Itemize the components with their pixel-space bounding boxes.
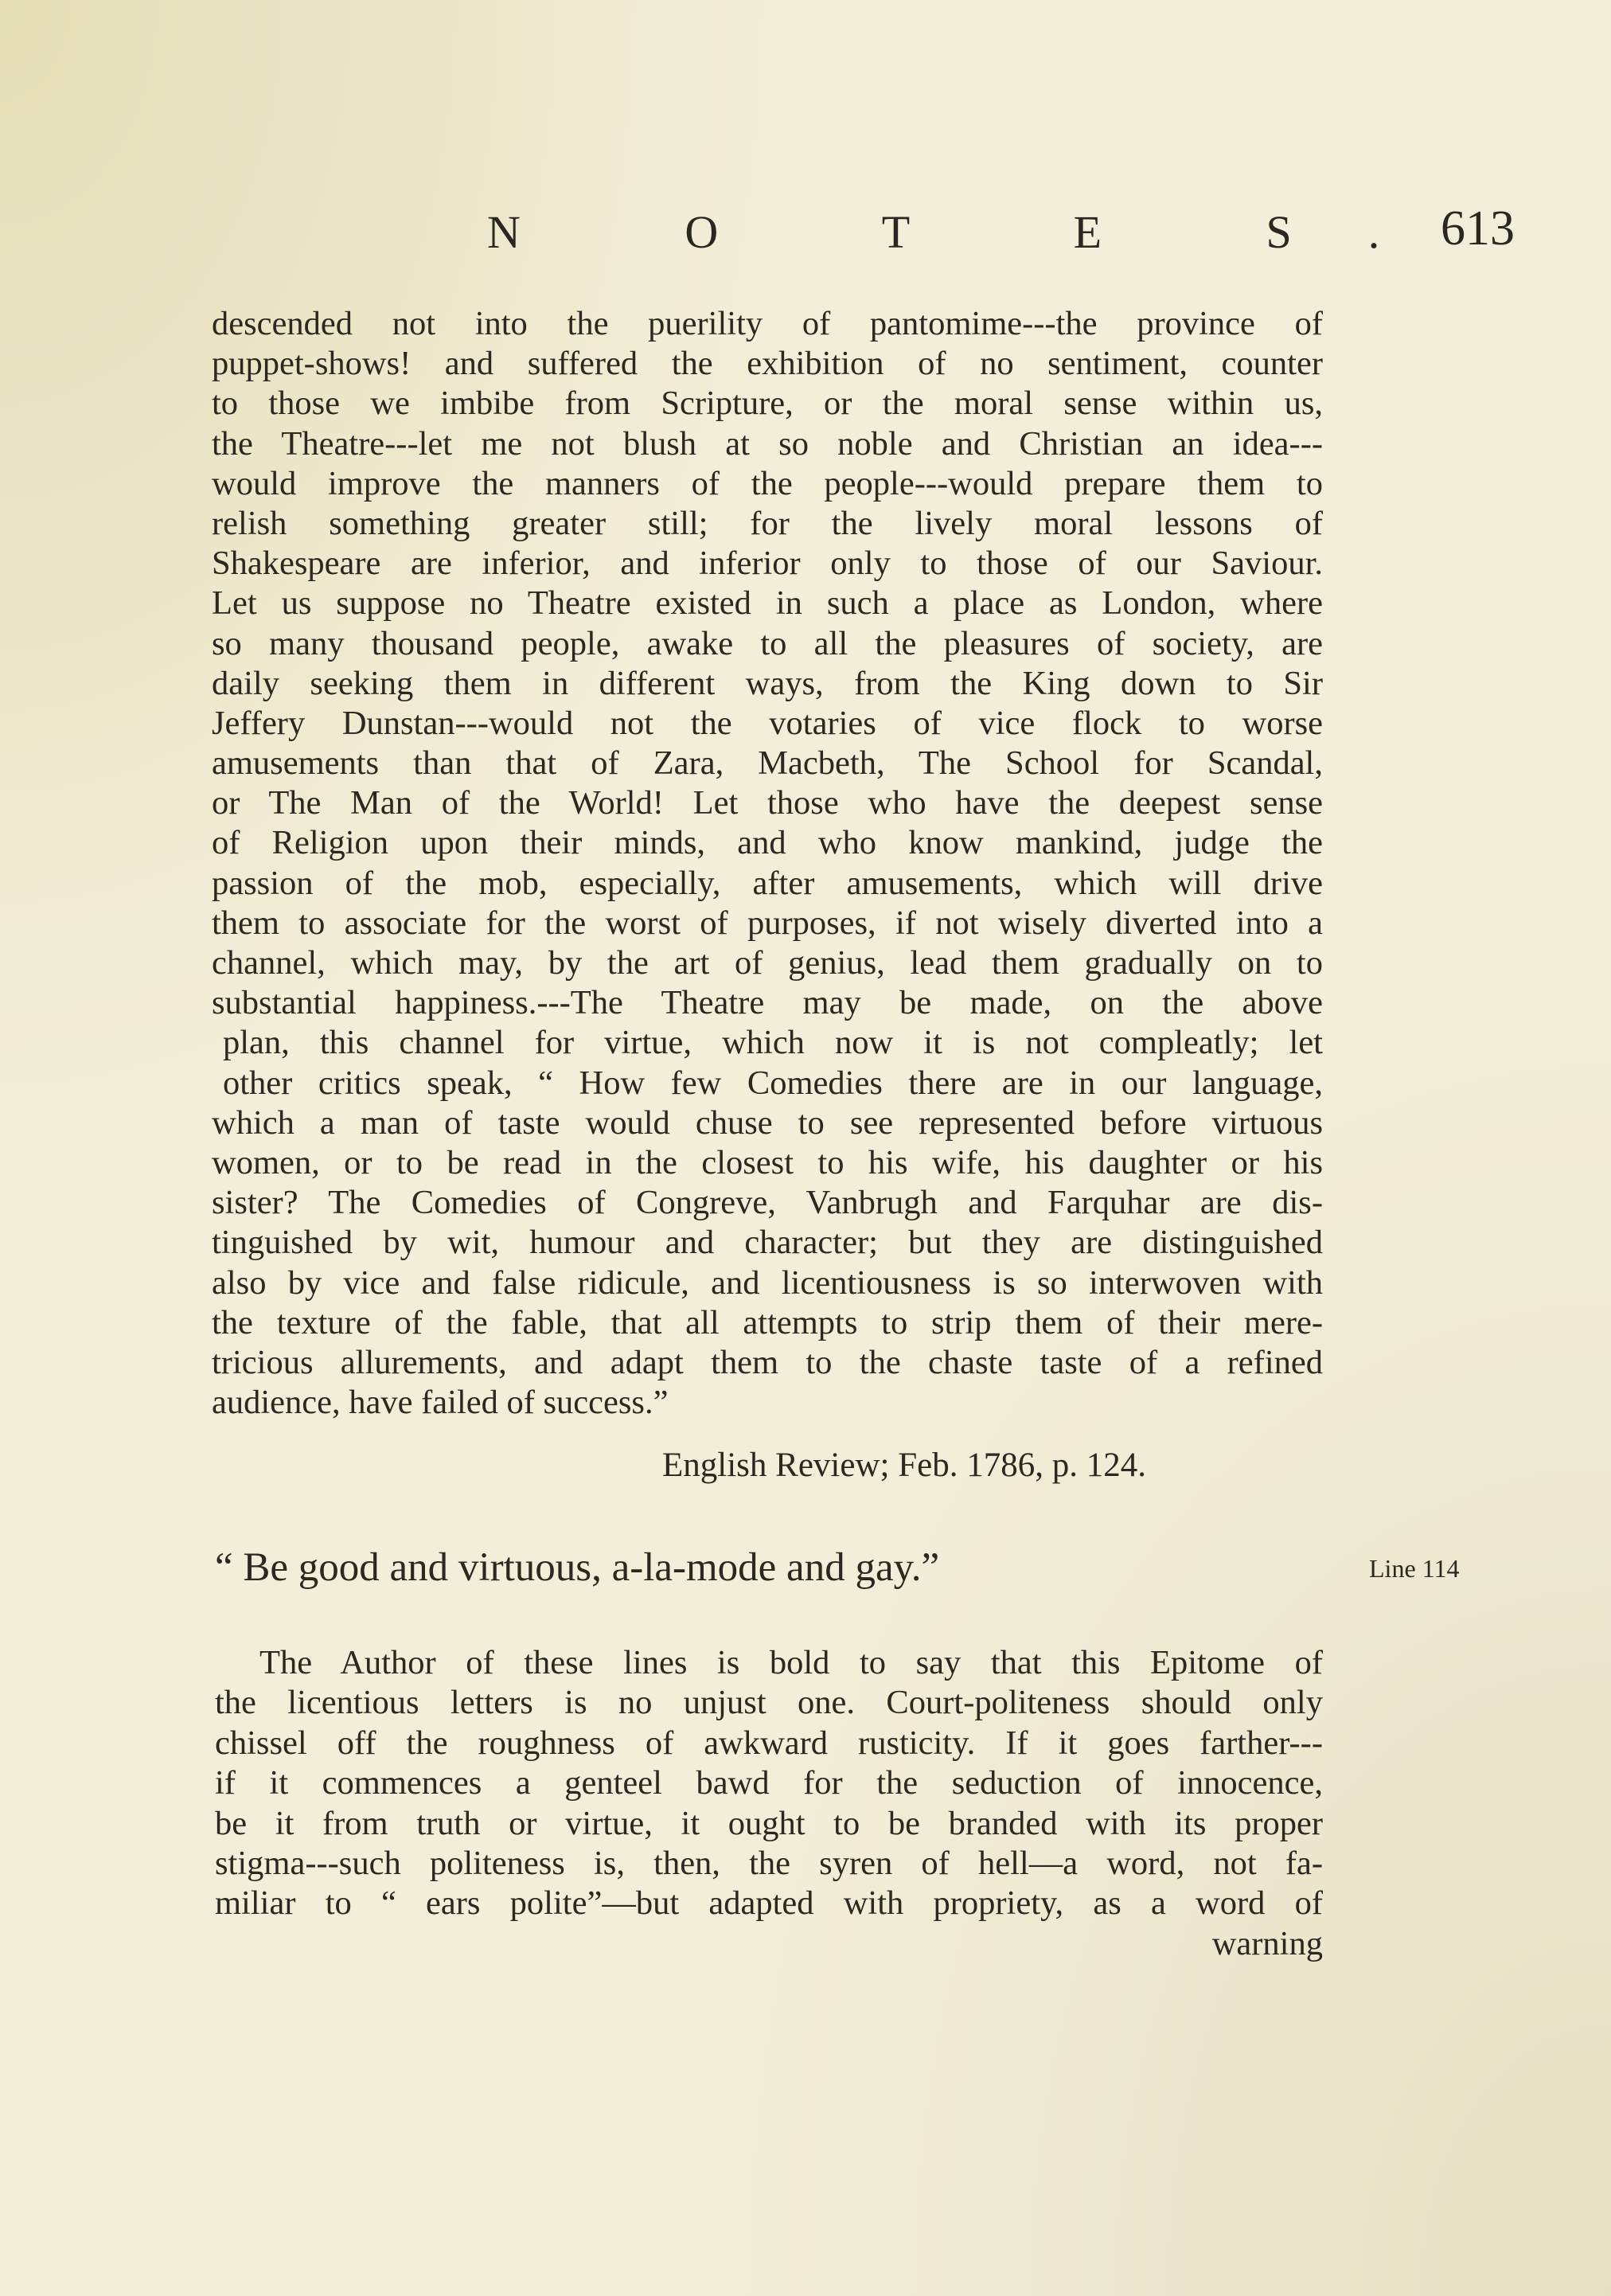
text-line: would improve the manners of the people---would prepare them to: [212, 464, 1323, 502]
text-line: if it commences a genteel bawd for the seduction of innocence,: [215, 1764, 1323, 1802]
text-line: substantial happiness.---The Theatre may be made, on the above: [212, 984, 1323, 1022]
text-line: relish something greater still; for the lively moral lessons of: [212, 504, 1323, 542]
text-line: the Theatre---let me not blush at so noble and Christian an idea---: [212, 424, 1323, 463]
text-line: plan, this channel for virtue, which now it is not compleatly; let: [223, 1024, 1323, 1062]
running-head-title: N O T E S.: [487, 206, 1457, 258]
text-line: descended not into the puerility of pantomime---the province of: [212, 305, 1323, 342]
text-line: passion of the mob, especially, after amusements, which will drive: [212, 864, 1323, 902]
text-line: The Author of these lines is bold to say that this Epitome of: [259, 1644, 1323, 1681]
text-line: or The Man of the World! Let those who have the deepest sense: [212, 784, 1323, 822]
text-line: to those we imbibe from Scripture, or the moral sense within us,: [212, 385, 1323, 423]
text-line: also by vice and false ridicule, and licentiousness is so interwoven with: [212, 1263, 1323, 1302]
catchword: warning: [1211, 1924, 1323, 1962]
verse-quote: “ Be good and virtuous, a-la-mode and gay.”: [215, 1545, 940, 1590]
text-line: the licentious letters is no unjust one. Court-politeness should only: [215, 1684, 1323, 1722]
page-number: 613: [1441, 201, 1515, 256]
text-line: Jeffery Dunstan---would not the votaries of vice flock to worse: [212, 704, 1323, 742]
text-line: the texture of the fable, that all attempts to strip them of their mere-: [212, 1303, 1323, 1341]
text-line: stigma---such politeness is, then, the syren of hell—a word, not fa-: [215, 1844, 1323, 1882]
text-line: other critics speak, “ How few Comedies there are in our language,: [223, 1064, 1323, 1102]
text-line: so many thousand people, awake to all the pleasures of society, are: [212, 624, 1323, 662]
citation: English Review; Feb. 1786, p. 124.: [662, 1447, 1146, 1484]
text-line: of Religion upon their minds, and who know mankind, judge the: [212, 824, 1323, 862]
line-reference: Line 114: [1369, 1554, 1460, 1583]
text-line: women, or to be read in the closest to his wife, his daughter or his: [212, 1143, 1323, 1181]
text-line: be it from truth or virtue, it ought to be branded with its proper: [215, 1804, 1323, 1842]
text-line: which a man of taste would chuse to see represented before virtuous: [212, 1103, 1323, 1142]
text-line: them to associate for the worst of purposes, if not wisely diverted into a: [212, 904, 1323, 942]
text-line: Shakespeare are inferior, and inferior only to those of our Saviour.: [212, 545, 1323, 583]
text-line: puppet-shows! and suffered the exhibition of no sentiment, counter: [212, 345, 1323, 383]
text-line: Let us suppose no Theatre existed in such a place as London, where: [212, 584, 1323, 623]
text-line: audience, have failed of success.”: [212, 1384, 669, 1422]
notes-paragraph-2: [215, 1643, 1323, 1964]
text-line: tricious allurements, and adapt them to the chaste taste of a refined: [212, 1343, 1323, 1381]
text-line: channel, which may, by the art of genius, lead them gradually on to: [212, 944, 1323, 982]
text-line: amusements than that of Zara, Macbeth, The School for Scandal,: [212, 744, 1323, 783]
text-line: daily seeking them in different ways, from the King down to Sir: [212, 664, 1323, 702]
text-line: chissel off the roughness of awkward rusticity. If it goes farther---: [215, 1724, 1323, 1762]
text-line: sister? The Comedies of Congreve, Vanbrugh and Farquhar are dis-: [212, 1184, 1323, 1222]
notes-paragraph-1: [212, 304, 1323, 1423]
text-line: tinguished by wit, humour and character; but they are distinguished: [212, 1224, 1323, 1262]
text-line: miliar to “ ears polite”—but adapted with propriety, as a word of: [215, 1884, 1323, 1923]
